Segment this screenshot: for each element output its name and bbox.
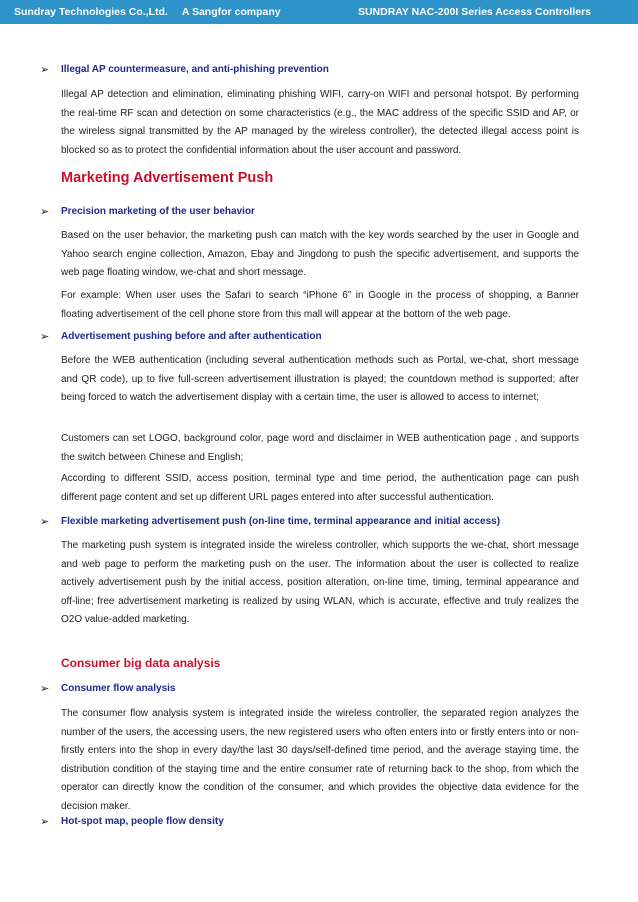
paragraph-auth-push-1: Before the WEB authentication (including several authentication methods such as Portal, we-chat, short message and QR code), up to five full-screen advertisement illustration is played; the countdown method is supported; after being forced to watch the advertisement display with a certain time, the user is allowed to access to internet;	[61, 355, 579, 404]
subheading-hotspot-map: Hot-spot map, people flow density	[61, 816, 224, 827]
subheading-flexible-push: Flexible marketing advertisement push (on-line time, terminal appearance and initial access)	[61, 516, 501, 527]
section-heading-marketing: Marketing Advertisement Push	[61, 170, 274, 186]
paragraph-precision-1: Based on the user behavior, the marketing push can match with the key words searched by the user in Google and Yahoo search engine collection, Amazon, Ebay and Jingdong to push the specific advertisement, and supports the web page floating window, we-chat and short message.	[61, 230, 579, 279]
paragraph-consumer-flow: The consumer flow analysis system is integrated inside the wireless controller, the separated region analyzes the number of the users, the accessing users, the new registered users who often enters into or firstly enters into or non-firstly enters into the shop in every day/the last 30 days/self-defined time period, and the average staying time, the distribution condition of the staying time and the entire consumer rate of returning back to the shop, from which the operator can directly know the condition of the consumer, and which provides the objective data evidence for the decision maker.	[61, 708, 579, 812]
bullet-arrow-icon: ➢	[40, 206, 50, 218]
section-heading-big-data: Consumer big data analysis	[61, 656, 221, 670]
subheading-consumer-flow: Consumer flow analysis	[61, 683, 176, 694]
header-company: Sundray Technologies Co.,Ltd.	[14, 6, 168, 18]
paragraph-precision-2: For example: When user uses the Safari to search “iPhone 6” in Google in the process of shopping, a Banner floating advertisement of the cell phone store from this mall will appear at the bottom of the web page.	[61, 290, 579, 320]
page-header	[0, 0, 638, 24]
bullet-arrow-icon: ➢	[40, 816, 50, 828]
bullet-arrow-icon: ➢	[40, 64, 50, 76]
header-parent-company: A Sangfor company	[181, 6, 281, 18]
header-product: SUNDRAY NAC-200I Series Access Controllers	[357, 6, 591, 18]
bullet-arrow-icon: ➢	[40, 683, 50, 695]
paragraph-auth-push-2: Customers can set LOGO, background color, page word and disclaimer in WEB authentication page , and supports the switch between Chinese and English;	[61, 433, 579, 463]
paragraph-flexible-push: The marketing push system is integrated inside the wireless controller, which supports the we-chat, short message and web page to perform the marketing push on the user. The information about the user is collected to realize actively advertisement push by the initial access, position alteration, on-line time, timing, terminal appearance and off-line; free advertisement marketing is realized by using WLAN, which is accurate, effective and truly realizes the O2O value-added marketing.	[61, 540, 579, 626]
subheading-precision-marketing: Precision marketing of the user behavior	[61, 206, 255, 217]
paragraph-auth-push-3: According to different SSID, access position, terminal type and time period, the authentication page can push different page content and set up different URL pages entered into after successful authentication.	[61, 473, 579, 503]
paragraph-illegal-ap: Illegal AP detection and elimination, eliminating phishing WIFI, carry-on WIFI and personal hotspot. By performing the real-time RF scan and detection on some characteristics (e.g., the MAC address of the specific SSID and AP, or the wireless signal transmitted by the AP managed by the wireless controller), the detected illegal access point is blocked so as to protect the confidential information about the user account and password.	[61, 89, 579, 156]
header-company-block	[14, 0, 281, 24]
subheading-auth-push: Advertisement pushing before and after authentication	[61, 331, 322, 342]
bullet-arrow-icon: ➢	[40, 516, 50, 528]
bullet-arrow-icon: ➢	[40, 331, 50, 343]
subheading-illegal-ap: Illegal AP countermeasure, and anti-phishing prevention	[61, 64, 329, 75]
